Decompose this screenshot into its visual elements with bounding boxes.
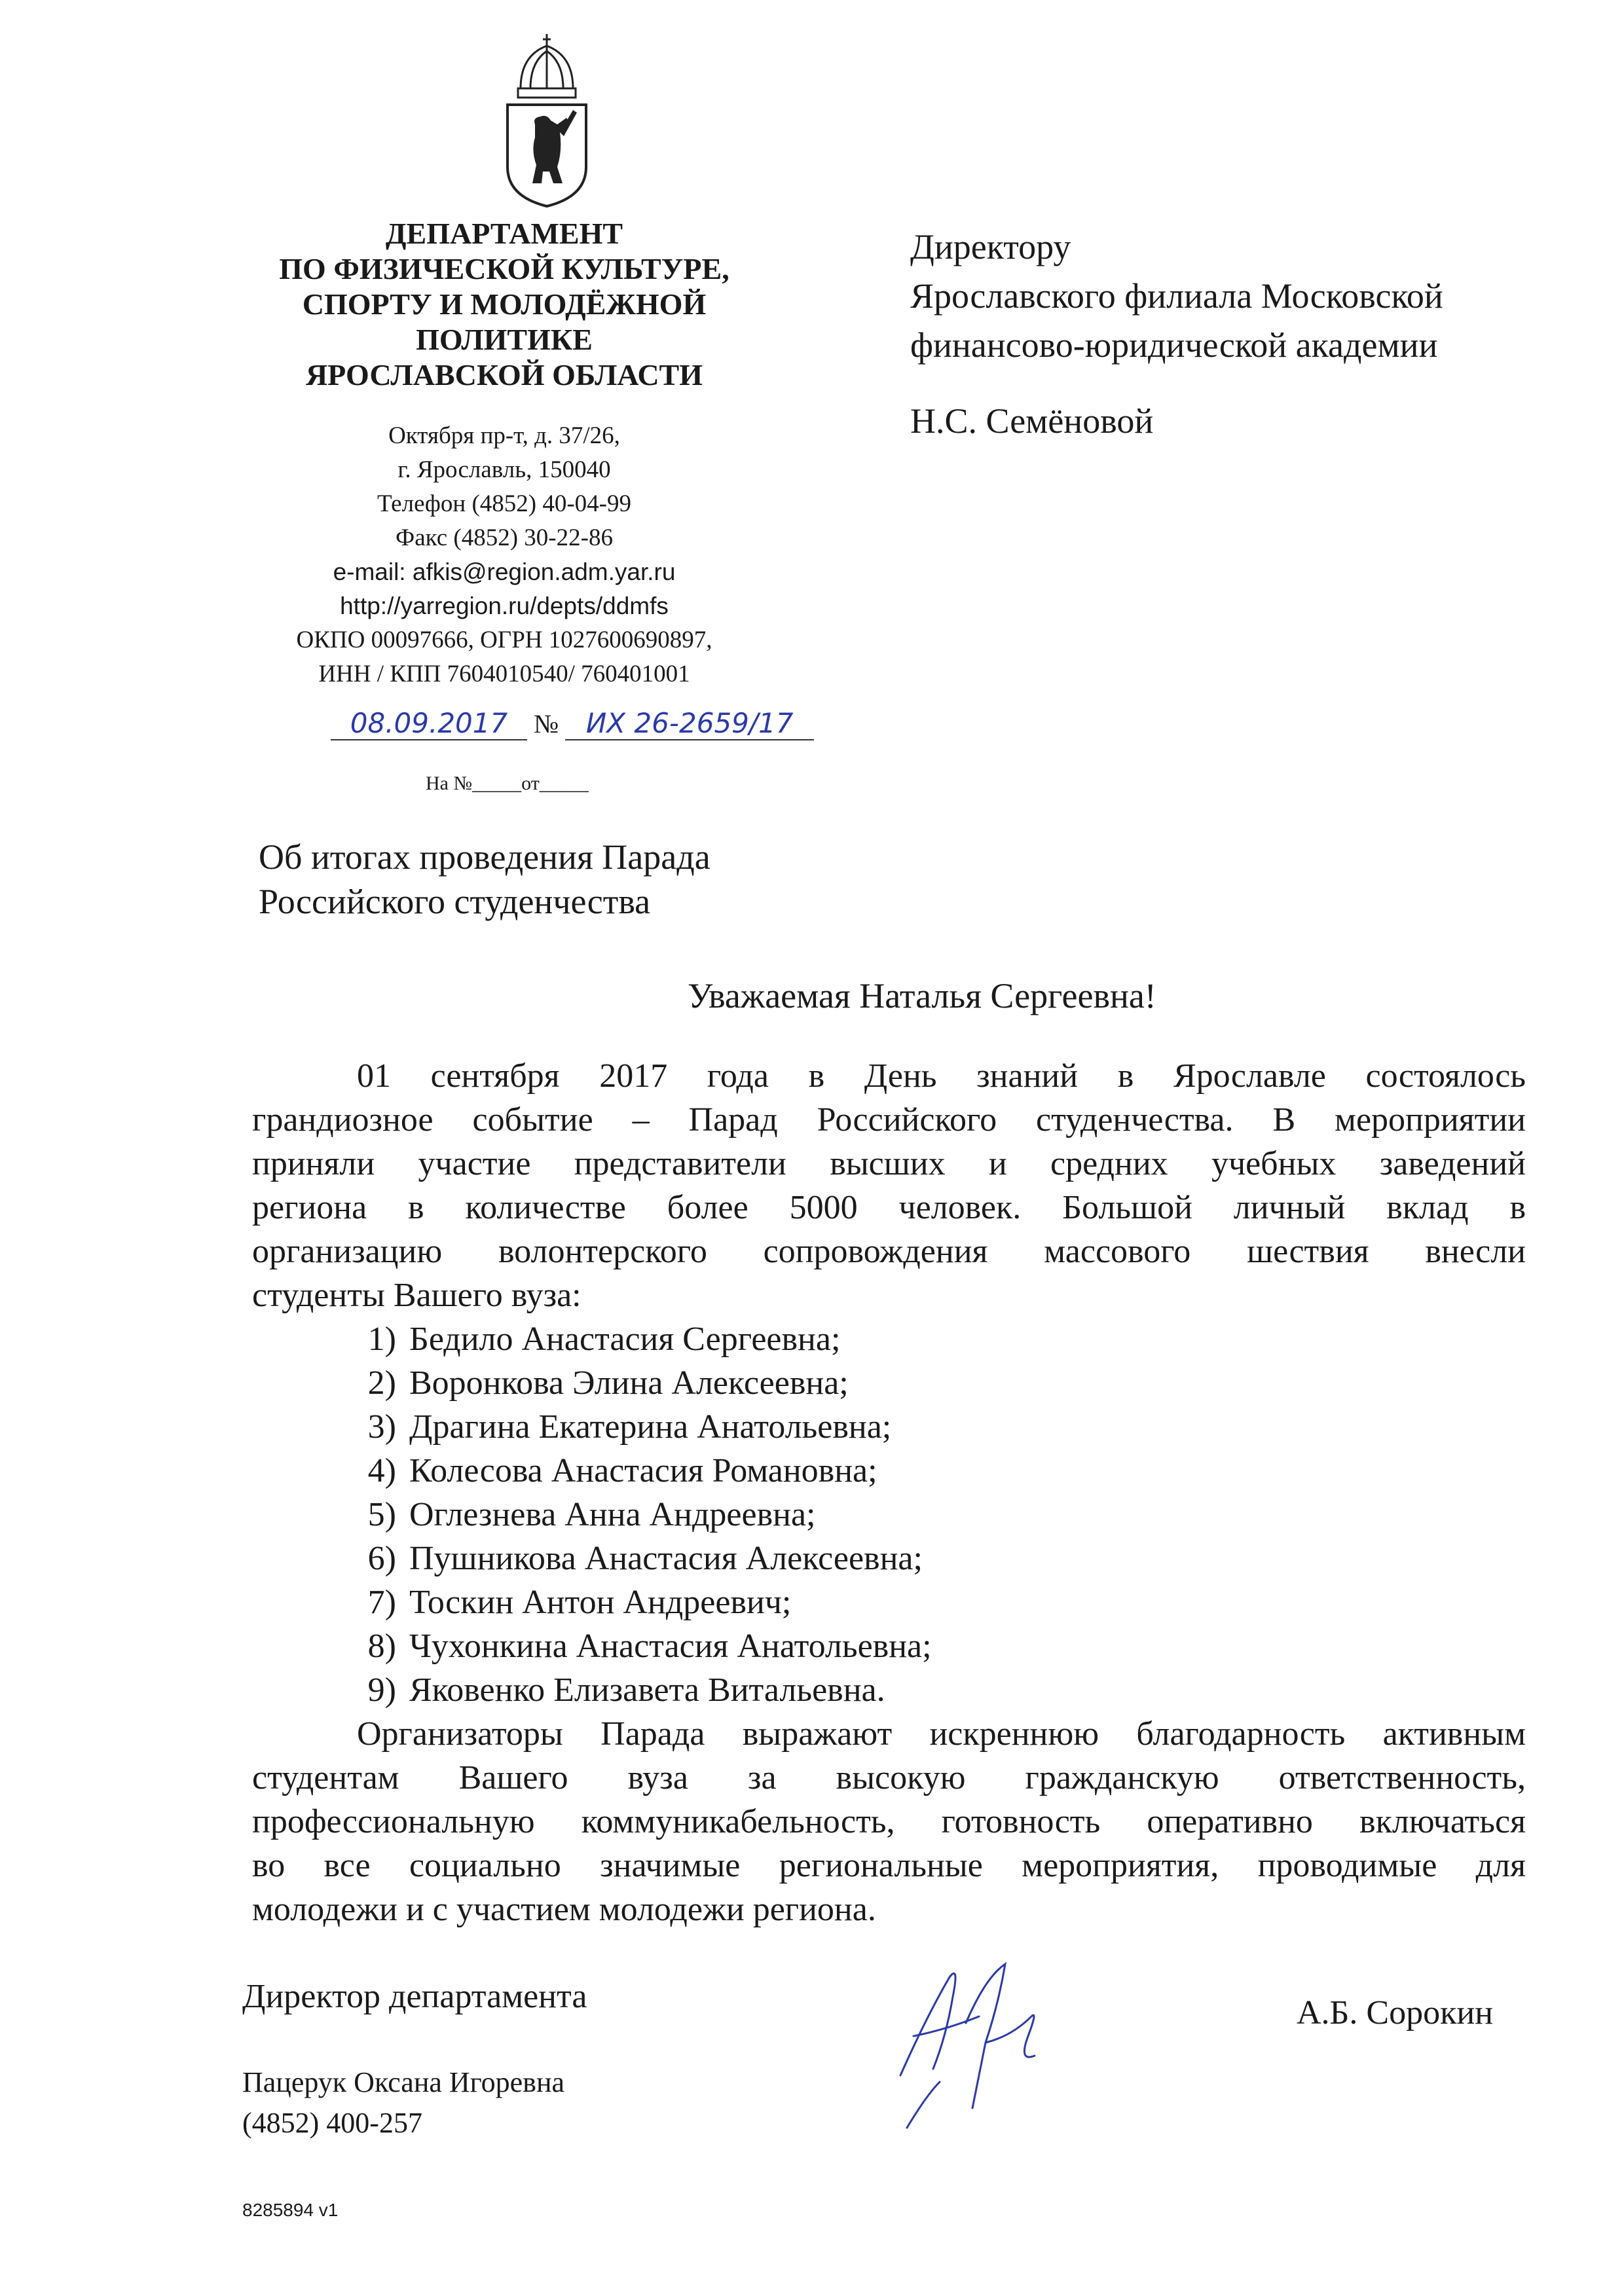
list-item xyxy=(252,1624,1526,1668)
number-label: № xyxy=(534,709,559,738)
list-number: 2) xyxy=(367,1364,396,1402)
student-name: Тоскин Антон Андреевич; xyxy=(409,1584,792,1621)
body-line: молодежи и с участием молодежи региона. xyxy=(252,1891,876,1928)
list-item xyxy=(252,1449,1526,1493)
department-line: ЯРОСЛАВСКОЙ ОБЛАСТИ xyxy=(305,358,703,392)
address-line: Октября пр-т, д. 37/26, xyxy=(388,422,620,449)
student-name: Пушникова Анастасия Алексеевна; xyxy=(409,1540,923,1577)
department-contacts xyxy=(249,419,760,691)
list-number: 6) xyxy=(367,1540,396,1577)
website-line: http://yarregion.ru/depts/ddmfs xyxy=(340,592,669,619)
student-name: Яковенко Елизавета Витальевна. xyxy=(409,1671,885,1709)
list-number: 5) xyxy=(367,1496,396,1533)
student-name: Воронкова Элина Алексеевна; xyxy=(409,1364,849,1402)
addressee-block xyxy=(910,223,1565,370)
list-item xyxy=(252,1493,1526,1537)
fax-line: Факс (4852) 30-22-86 xyxy=(396,524,613,551)
body-line: приняли участие представители высших и средних учебных заведений xyxy=(252,1145,1526,1182)
signatory-name: А.Б. Сорокин xyxy=(1297,1994,1494,2032)
list-item xyxy=(252,1361,1526,1405)
addressee-name: Н.С. Семёновой xyxy=(910,401,1154,441)
list-number: 8) xyxy=(367,1628,396,1665)
body-line: региона в количестве более 5000 человек. Большой личный вклад в xyxy=(252,1189,1526,1226)
department-line: ДЕПАРТАМЕНТ xyxy=(385,217,623,250)
subject-line: Российского студенчества xyxy=(259,882,651,921)
incoming-reference: На №_____от_____ xyxy=(426,773,589,794)
student-list xyxy=(252,1317,1526,1712)
city-line: г. Ярославль, 150040 xyxy=(397,456,611,483)
list-item xyxy=(252,1668,1526,1712)
subject-line: Об итогах проведения Парада xyxy=(259,837,710,877)
outgoing-reference xyxy=(331,707,855,746)
addressee-line: финансово-юридической академии xyxy=(910,325,1438,365)
executor-info xyxy=(242,2062,564,2143)
list-number: 3) xyxy=(367,1408,396,1446)
body-line: во все социально значимые региональные мероприятия, проводимые для xyxy=(252,1847,1526,1884)
email-line: e-mail: afkis@region.adm.yar.ru xyxy=(333,558,676,585)
okpo-ogrn-line: ОКПО 00097666, ОГРН 1027600690897, xyxy=(296,627,712,653)
list-item xyxy=(252,1405,1526,1449)
list-number: 4) xyxy=(367,1452,396,1489)
list-item xyxy=(252,1317,1526,1361)
list-number: 9) xyxy=(367,1671,396,1709)
department-line: ПОЛИТИКЕ xyxy=(416,323,593,356)
handwritten-signature xyxy=(887,1938,1084,2134)
list-number: 7) xyxy=(367,1584,396,1621)
greeting: Уважаемая Наталья Сергеевна! xyxy=(688,976,1156,1015)
body-line: студенты Вашего вуза: xyxy=(252,1277,581,1314)
outgoing-date: 08.09.2017 xyxy=(331,707,527,740)
list-item xyxy=(252,1580,1526,1624)
body-line: 01 сентября 2017 года в День знаний в Ярославле состоялось xyxy=(357,1057,1526,1095)
list-item xyxy=(252,1537,1526,1580)
student-name: Оглезнева Анна Андреевна; xyxy=(409,1496,816,1533)
department-line: СПОРТУ И МОЛОДЁЖНОЙ xyxy=(302,287,707,321)
phone-line: Телефон (4852) 40-04-99 xyxy=(377,490,631,517)
body-line: Организаторы Парада выражают искреннюю благодарность активным xyxy=(357,1715,1526,1753)
list-number: 1) xyxy=(367,1321,396,1358)
body-line: студентам Вашего вуза за высокую гражданскую ответственность, xyxy=(252,1759,1526,1796)
inn-kpp-line: ИНН / КПП 7604010540/ 760401001 xyxy=(318,661,690,687)
addressee-line: Ярославского филиала Московской xyxy=(910,276,1443,316)
student-name: Бедило Анастасия Сергеевна; xyxy=(409,1321,841,1358)
addressee-line: Директору xyxy=(910,227,1071,266)
department-line: ПО ФИЗИЧЕСКОЙ КУЛЬТУРЕ, xyxy=(279,252,729,285)
executor-phone: (4852) 400-257 xyxy=(242,2107,422,2139)
letter-subject xyxy=(259,835,710,924)
executor-name: Пацерук Оксана Игоревна xyxy=(242,2066,565,2098)
signatory-title: Директор департамента xyxy=(242,1978,587,2015)
coat-of-arms-emblem xyxy=(494,26,599,210)
student-name: Чухонкина Анастасия Анатольевна; xyxy=(409,1628,932,1665)
student-name: Колесова Анастасия Романовна; xyxy=(409,1452,877,1489)
document-id: 8285894 v1 xyxy=(242,2200,339,2220)
letter-body xyxy=(252,1054,1526,1931)
outgoing-number: ИХ 26-2659/17 xyxy=(565,707,814,740)
department-name xyxy=(249,216,760,393)
body-line: организацию волонтерского сопровождения массового шествия внесли xyxy=(252,1233,1526,1270)
student-name: Драгина Екатерина Анатольевна; xyxy=(409,1408,892,1446)
body-line: профессиональную коммуникабельность, готовность оперативно включаться xyxy=(252,1803,1526,1840)
body-line: грандиозное событие – Парад Российского студенчества. В мероприятии xyxy=(252,1101,1526,1139)
